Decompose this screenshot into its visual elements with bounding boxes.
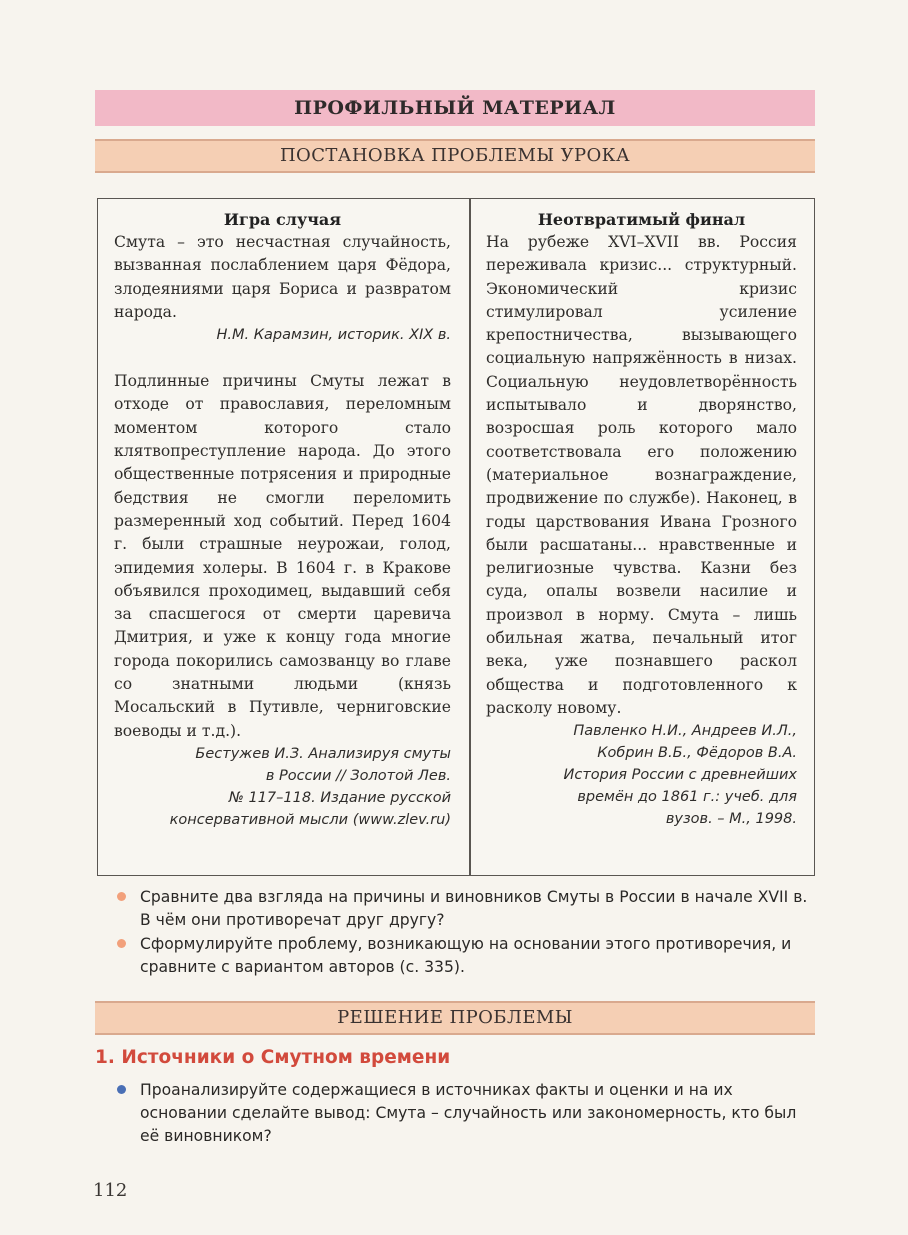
subheading-sources: 1. Источники о Смутном времени — [95, 1047, 451, 1068]
left-quote-2: Подлинные причины Смуты лежат в отходе от православия, переломным моментом которого стало клятвопреступление народа. До этого общественные потрясения и природные бедствия не смогли переломить размеренный ход событий. Перед 1604 г. были страшные неурожаи, голод, эпидемия холеры. В 1604 г. в Кракове объявился проходимец, выдавший себя за спасшегося от смерти царевича Дмитрия, и уже к концу года многие города покорились самозванцу во главе со знатными людьми (князь Мосальский в Путивле, черниговские воеводы и т.д.). — [114, 372, 451, 740]
left-source-2-line-1: Бестужев И.З. Анализируя смуты — [195, 745, 451, 762]
right-quote: На рубеже XVI–XVII вв. Россия переживала кризис... структурный. Экономический кризис стимулировал усиление крепостничества, вызывающего социальную напряжённость в низах. Социальную неудовлетворённость испытывало и дворянство, возросшая роль которого мало соответствовала его положению (материальное вознаграждение, продвижение по службе). Наконец, в годы царствования Ивана Грозного были расшатаны... нравственные и религиозные чувства. Казни без суда, опалы возвели насилие и произвол в норму. Смута – лишь обильная жатва, печальный итог века, уже познавшего раскол общества и подготовленного к расколу новому. — [486, 233, 797, 717]
right-source-line-2: Кобрин В.Б., Фёдоров В.А. — [597, 745, 797, 762]
right-source-line-5: вузов. – М., 1998. — [665, 811, 797, 828]
section-heading-solution: РЕШЕНИЕ ПРОБЛЕМЫ — [95, 1001, 815, 1035]
bullet-icon — [117, 892, 126, 901]
left-source-2-line-4: консервативной мысли (www.zlev.ru) — [169, 811, 451, 828]
column-divider — [469, 198, 471, 876]
right-column-title: Неотвратимый финал — [537, 210, 746, 229]
right-source-line-3: История России с древнейших — [563, 767, 797, 784]
bullet-icon — [117, 1085, 126, 1094]
right-source-line-1: Павленко Н.И., Андреев И.Л., — [573, 723, 797, 740]
page-number: 112 — [93, 1180, 128, 1201]
right-source-line-4: времён до 1861 г.: учеб. для — [577, 789, 797, 806]
section-heading-problem: ПОСТАНОВКА ПРОБЛЕМЫ УРОКА — [95, 139, 815, 173]
right-source-column — [486, 208, 797, 830]
left-source-2-line-3: № 117–118. Издание русской — [228, 789, 451, 806]
profile-banner: ПРОФИЛЬНЫЙ МАТЕРИАЛ — [95, 90, 815, 126]
left-source-2-line-2: в России // Золотой Лев. — [265, 767, 451, 784]
question-item: Сравните два взгляда на причины и виновников Смуты в России в начале XVII в. В чём они противоречат друг другу? — [110, 886, 815, 932]
bullet-icon — [117, 939, 126, 948]
left-source-1: Н.М. Карамзин, историк. XIX в. — [216, 327, 451, 344]
question-item: Сформулируйте проблему, возникающую на основании этого противоречия, и сравните с вариантом авторов (с. 335). — [110, 933, 815, 979]
left-quote-1: Смута – это несчастная случайность, вызванная послаблением царя Фёдора, злодеяниями царя Бориса и развратом народа. — [114, 233, 451, 321]
questions-list — [110, 886, 815, 980]
left-source-column — [114, 208, 451, 831]
left-column-title: Игра случая — [223, 210, 342, 229]
task-item: Проанализируйте содержащиеся в источниках факты и оценки и на их основании сделайте вывод: Смута – случайность или закономерность, кто был её виновником? — [110, 1079, 815, 1148]
